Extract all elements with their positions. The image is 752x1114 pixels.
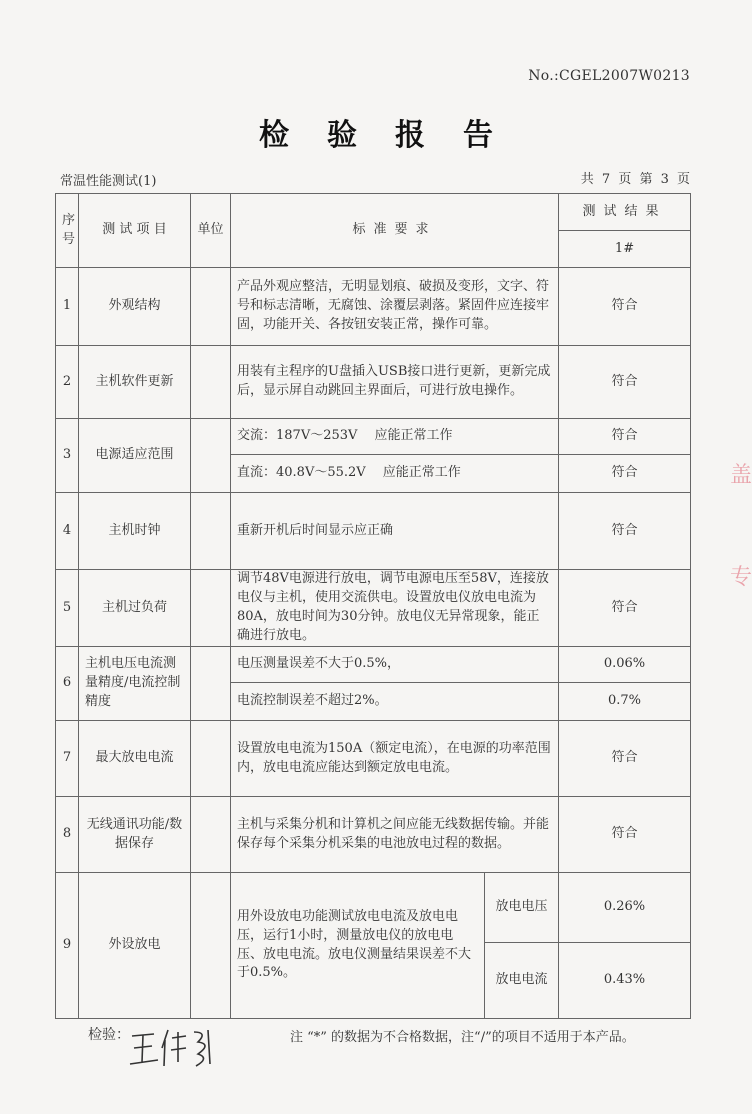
table-row bbox=[56, 346, 691, 419]
row-result: 符合 bbox=[559, 721, 691, 797]
report-number: No.:CGEL2007W0213 bbox=[528, 68, 690, 84]
row-seq: 9 bbox=[56, 873, 79, 1019]
row-seq: 4 bbox=[56, 493, 79, 570]
row-result-b: 符合 bbox=[559, 455, 691, 493]
page-counter: 共 7 页 第 3 页 bbox=[580, 172, 690, 187]
row-seq: 5 bbox=[56, 570, 79, 647]
stamp-fragment-b: 专 bbox=[729, 565, 752, 590]
row-seq: 7 bbox=[56, 721, 79, 797]
table-row bbox=[56, 493, 691, 570]
row-standard: 用外设放电功能测试放电电流及放电电压，运行1小时，测量放电仪的放电电压、放电电流。放电仪测量结果误差不大于0.5%。 bbox=[231, 873, 485, 1019]
header-seq: 序号 bbox=[56, 194, 79, 268]
footer-note: 注 “*” 的数据为不合格数据，注“/”的项目不适用于本产品。 bbox=[290, 1030, 635, 1045]
row-standard: 主机与采集分机和计算机之间应能无线数据传输。并能保存每个采集分机采集的电池放电过程的数据。 bbox=[231, 797, 559, 873]
table-row bbox=[56, 570, 691, 647]
row-unit bbox=[191, 873, 231, 1019]
table-row bbox=[56, 419, 691, 455]
row-unit bbox=[191, 346, 231, 419]
row-item: 主机软件更新 bbox=[79, 346, 191, 419]
header-result: 测试结果 bbox=[559, 194, 691, 231]
row-unit bbox=[191, 268, 231, 346]
row-item: 外设放电 bbox=[79, 873, 191, 1019]
row-item: 主机过负荷 bbox=[79, 570, 191, 647]
row-unit bbox=[191, 797, 231, 873]
row-seq: 2 bbox=[56, 346, 79, 419]
row-item: 无线通讯功能/数据保存 bbox=[79, 797, 191, 873]
table-row bbox=[56, 268, 691, 346]
row-subitem-a: 放电电压 bbox=[485, 873, 559, 943]
header-standard: 标准要求 bbox=[231, 194, 559, 268]
row-standard: 调节48V电源进行放电，调节电源电压至58V，连接放电仪与主机，使用交流供电。设置放电仪放电电流为80A，放电时间为30分钟。放电仪无异常现象，能正确进行放电。 bbox=[231, 570, 559, 647]
row-seq: 1 bbox=[56, 268, 79, 346]
row-item: 最大放电电流 bbox=[79, 721, 191, 797]
page-title: 检验报告 bbox=[259, 118, 531, 153]
table-row bbox=[56, 797, 691, 873]
row-item: 外观结构 bbox=[79, 268, 191, 346]
row-result-b: 0.7% bbox=[559, 683, 691, 721]
row-standard-b: 直流：40.8V～55.2V 应能正常工作 bbox=[231, 455, 559, 493]
row-standard-a: 交流：187V～253V 应能正常工作 bbox=[231, 419, 559, 455]
row-subitem-b: 放电电流 bbox=[485, 943, 559, 1019]
row-standard-a: 电压测量误差不大于0.5%， bbox=[231, 647, 559, 683]
row-result-b: 0.43% bbox=[559, 943, 691, 1019]
row-result: 符合 bbox=[559, 346, 691, 419]
row-unit bbox=[191, 721, 231, 797]
section-label: 常温性能测试(1) bbox=[60, 174, 157, 189]
table-row bbox=[56, 647, 691, 683]
test-results-table bbox=[55, 193, 691, 1019]
row-result: 符合 bbox=[559, 268, 691, 346]
row-result: 符合 bbox=[559, 493, 691, 570]
row-result-a: 0.06% bbox=[559, 647, 691, 683]
table-row bbox=[56, 873, 691, 943]
row-item: 电源适应范围 bbox=[79, 419, 191, 493]
table-row bbox=[56, 721, 691, 797]
row-standard: 用装有主程序的U盘插入USB接口进行更新，更新完成后，显示屏自动跳回主界面后，可进行放电操作。 bbox=[231, 346, 559, 419]
header-item: 测 试 项 目 bbox=[79, 194, 191, 268]
row-standard: 重新开机后时间显示应正确 bbox=[231, 493, 559, 570]
row-result-a: 0.26% bbox=[559, 873, 691, 943]
row-result: 符合 bbox=[559, 797, 691, 873]
row-seq: 8 bbox=[56, 797, 79, 873]
row-result-a: 符合 bbox=[559, 419, 691, 455]
row-unit bbox=[191, 419, 231, 493]
signature-image bbox=[128, 1018, 218, 1070]
row-result: 符合 bbox=[559, 570, 691, 647]
header-unit: 单位 bbox=[191, 194, 231, 268]
row-standard: 产品外观应整洁，无明显划痕、破损及变形，文字、符号和标志清晰，无腐蚀、涂覆层剥落。紧固件应连接牢固，功能开关、各按钮安装正常，操作可靠。 bbox=[231, 268, 559, 346]
row-standard-b: 电流控制误差不超过2%。 bbox=[231, 683, 559, 721]
row-unit bbox=[191, 647, 231, 721]
row-unit bbox=[191, 493, 231, 570]
stamp-fragment-a: 盖 bbox=[729, 463, 752, 488]
row-item: 主机时钟 bbox=[79, 493, 191, 570]
row-item: 主机电压电流测量精度/电流控制精度 bbox=[79, 647, 191, 721]
inspector-label: 检验： bbox=[88, 1027, 130, 1043]
row-unit bbox=[191, 570, 231, 647]
row-standard: 设置放电电流为150A（额定电流），在电源的功率范围内，放电电流应能达到额定放电电流。 bbox=[231, 721, 559, 797]
header-sample: 1# bbox=[559, 231, 691, 268]
row-seq: 6 bbox=[56, 647, 79, 721]
row-seq: 3 bbox=[56, 419, 79, 493]
